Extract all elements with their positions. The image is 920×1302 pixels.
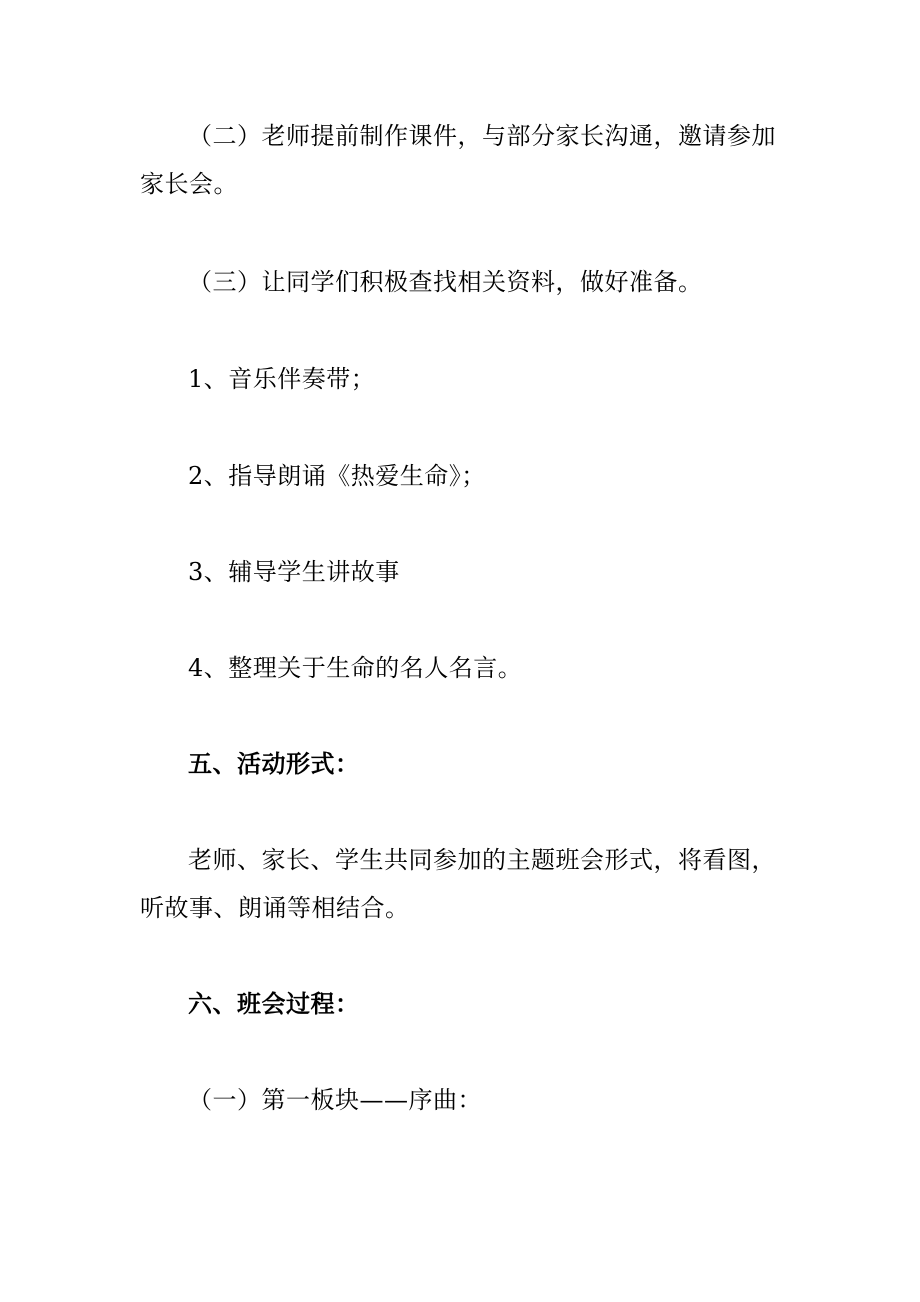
section-heading-activity-form: 五、活动形式：: [188, 750, 360, 778]
paragraph-activity-form: 老师、家长、学生共同参加的主题班会形式，将看图，听故事、朗诵等相结合。: [140, 846, 776, 922]
paragraph-collect-materials: （三）让同学们积极查找相关资料，做好准备。: [188, 268, 703, 296]
section-heading-meeting-process: 六、班会过程：: [188, 990, 360, 1018]
list-item-recitation: 2、指导朗诵《热爱生命》；: [188, 462, 486, 490]
list-item-quotes: 4、整理关于生命的名人名言。: [188, 654, 523, 682]
paragraph-prepare-courseware: （二）老师提前制作课件，与部分家长沟通，邀请参加家长会。: [140, 122, 776, 198]
paragraph-first-section: （一）第一板块——序曲：: [188, 1086, 482, 1114]
list-item-music: 1、音乐伴奏带；: [188, 365, 376, 393]
list-item-storytelling: 3、辅导学生讲故事: [188, 558, 400, 586]
